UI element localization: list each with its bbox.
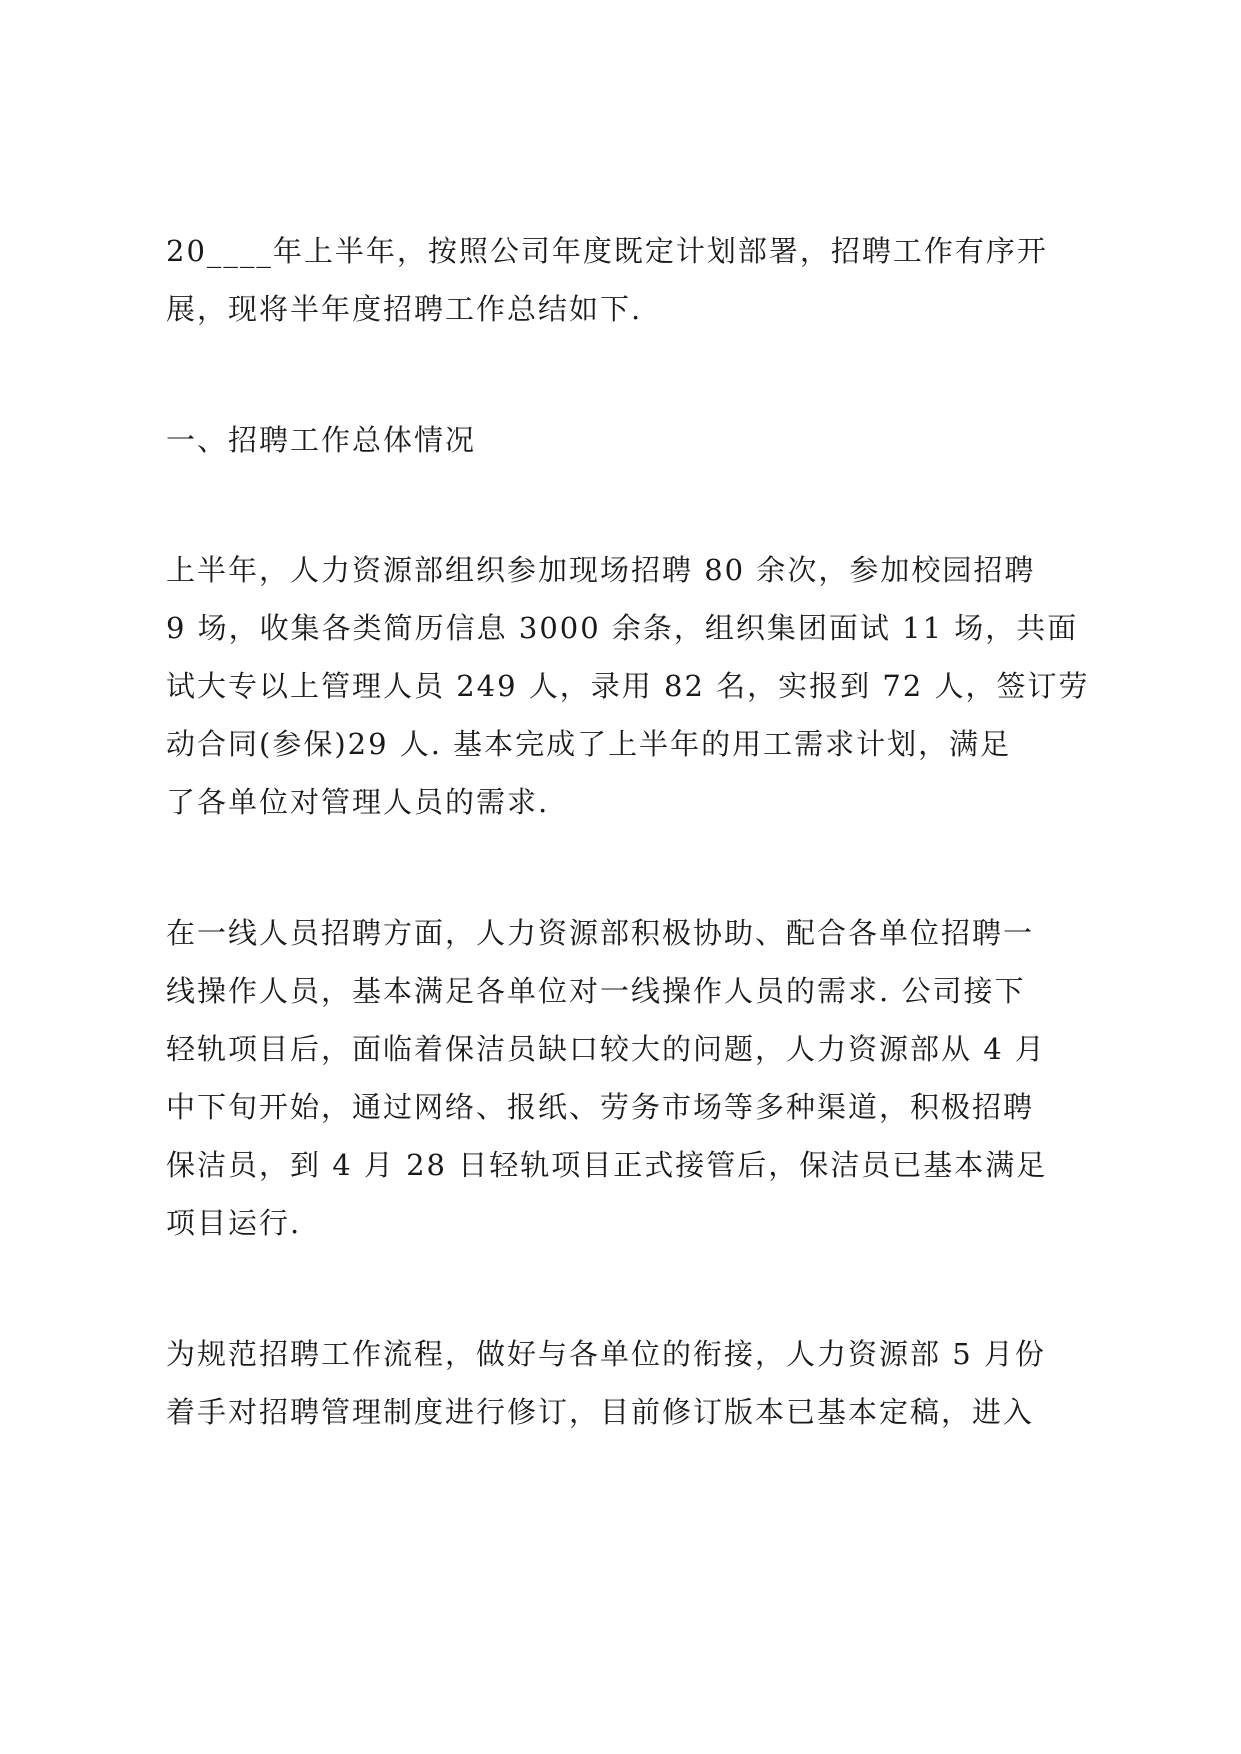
- paragraph-frontline: [166, 904, 1096, 1252]
- paragraph-line: 为规范招聘工作流程，做好与各单位的衔接，人力资源部 5 月份: [166, 1337, 1046, 1371]
- paragraph-line: 轻轨项目后，面临着保洁员缺口较大的问题，人力资源部从 4 月: [166, 1032, 1046, 1066]
- paragraph-line: 项目运行.: [166, 1206, 302, 1240]
- paragraph-line: 上半年，人力资源部组织参加现场招聘 80 余次，参加校园招聘: [166, 553, 1036, 587]
- paragraph-line: 动合同(参保)29 人. 基本完成了上半年的用工需求计划，满足: [166, 727, 1012, 761]
- paragraph-line: 试大专以上管理人员 249 人，录用 82 名，实报到 72 人，签订劳: [166, 669, 1090, 703]
- paragraph-line: 线操作人员，基本满足各单位对一线操作人员的需求. 公司接下: [166, 974, 1026, 1008]
- paragraph-line: 保洁员，到 4 月 28 日轻轨项目正式接管后，保洁员已基本满足: [166, 1148, 1048, 1182]
- document-body: [166, 222, 1096, 1441]
- paragraph-line: 9 场，收集各类简历信息 3000 余条，组织集团面试 11 场，共面: [166, 611, 1079, 645]
- paragraph-line: 在一线人员招聘方面，人力资源部积极协助、配合各单位招聘一: [166, 916, 1035, 950]
- paragraph-overall: [166, 541, 1096, 831]
- paragraph-line: 中下旬开始，通过网络、报纸、劳务市场等多种渠道，积极招聘: [166, 1090, 1035, 1124]
- paragraph-line: 着手对招聘管理制度进行修订，目前修订版本已基本定稿，进入: [166, 1395, 1035, 1429]
- paragraph-process: [166, 1325, 1096, 1441]
- section-heading: 一、招聘工作总体情况: [166, 423, 477, 457]
- intro-paragraph: [166, 222, 1096, 338]
- paragraph-line: 了各单位对管理人员的需求.: [166, 785, 550, 819]
- intro-line: 20____年上半年，按照公司年度既定计划部署，招聘工作有序开: [166, 234, 1048, 268]
- intro-line: 展，现将半年度招聘工作总结如下.: [166, 292, 643, 326]
